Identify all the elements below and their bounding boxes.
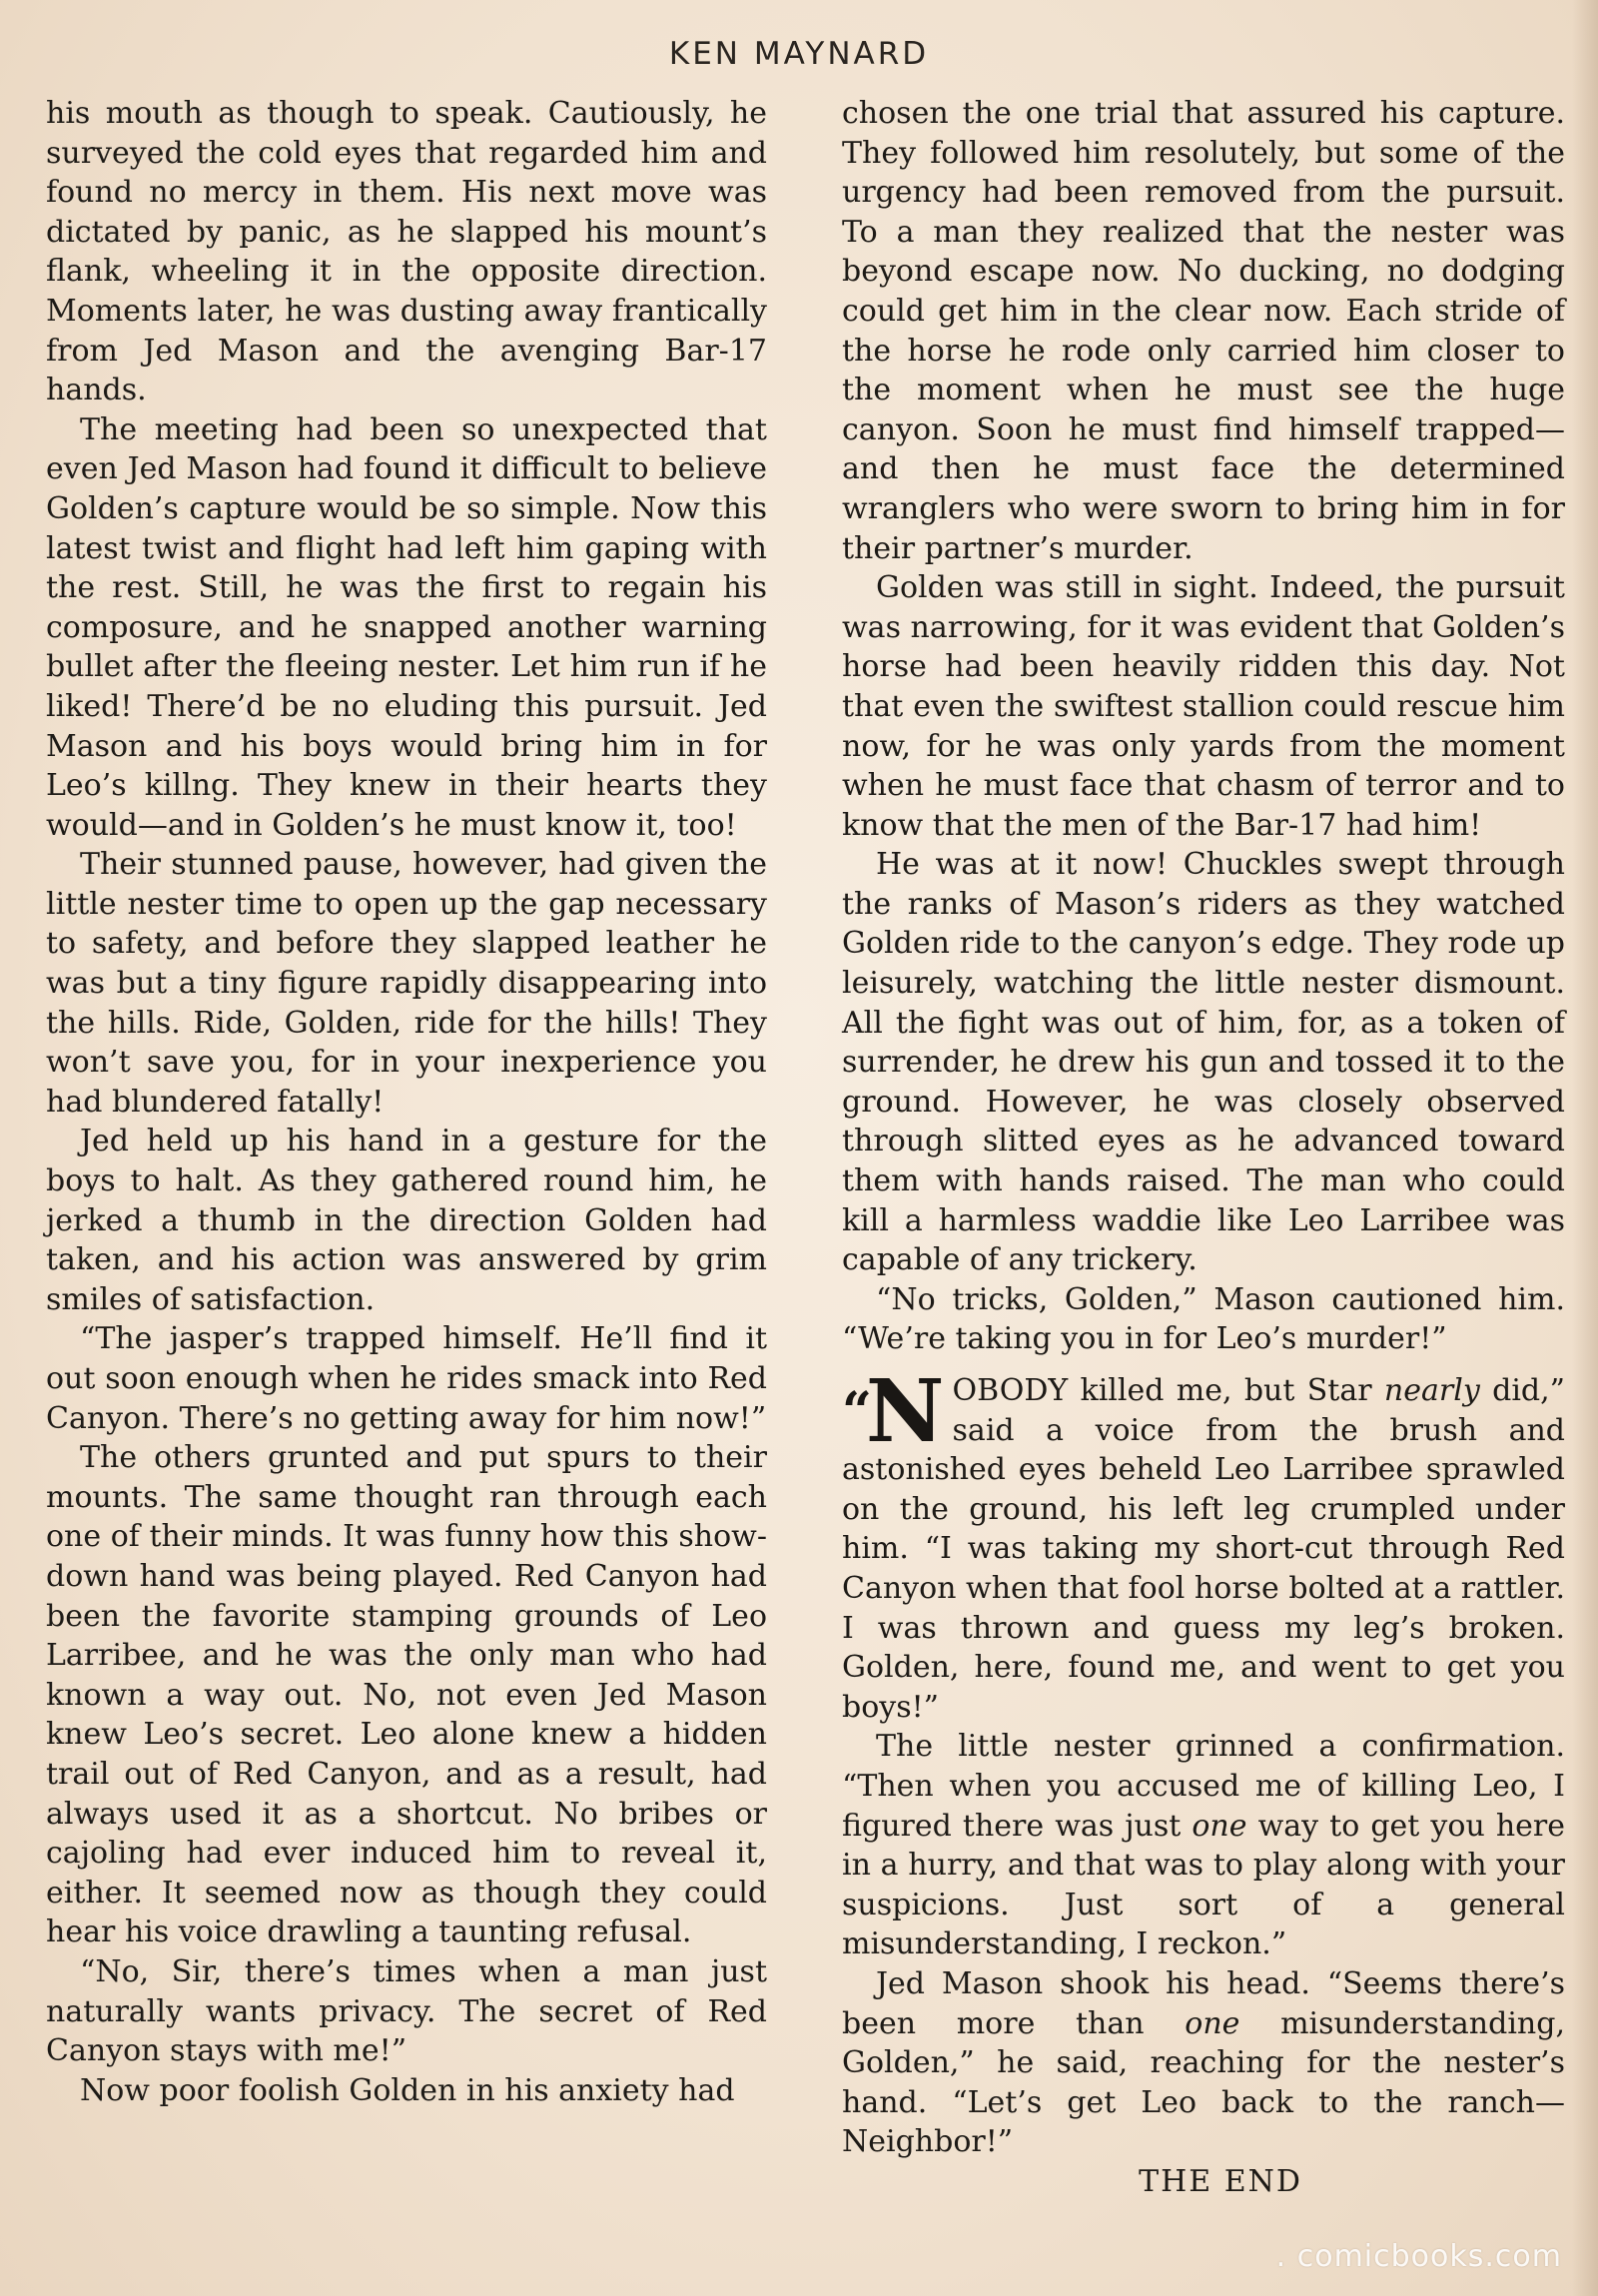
paragraph: The meeting had been so unexpected that even Jed Mason had found it difficult to believe Golden’s capture would be so simple. Now this latest twist and flight had left him gaping with the rest. Still, he was the first to regain his composure, and he snapped another warning bullet after the fleeing nester. Let him run if he liked! There’d be no eluding this pursuit. Jed Mason and his boys would bring him in for Leo’s killng. They knew in their hearts they would—and in Golden’s he must know it, too! — [46, 411, 767, 843]
watermark: . comicbooks.com — [1275, 2239, 1562, 2274]
dropcap-paragraph — [842, 1361, 1565, 1727]
drop-cap-quote: “ — [842, 1381, 866, 1442]
paragraph: chosen the one trial that assured his capture. They followed him resolutely, but some of the urgency had been removed from the pursuit. To a man they realized that the nester was beyond escape now. No ducking, no dodging could get him in the clear now. Each stride of the horse he rode only carried him closer to the moment when he must see the huge canyon. Soon he must find himself trapped—and then he must face the determined wranglers who were sworn to bring him in for their partner’s murder. — [842, 96, 1565, 566]
italic-word: one — [1185, 2005, 1240, 2041]
paragraph: Jed held up his hand in a gesture for the boys to halt. As they gathered round him, he jerked a thumb in the direction Golden had taken, and his action was answered by grim smiles of satisfaction. — [46, 1124, 767, 1317]
dropcap-text-before: OBODY killed me, but Star — [952, 1373, 1384, 1408]
left-column — [46, 94, 767, 2110]
drop-cap-letter: N — [865, 1361, 945, 1462]
paragraph: “No tricks, Golden,” Mason cautioned him. “We’re taking you in for Leo’s murder!” — [842, 1281, 1565, 1357]
paragraph: He was at it now! Chuckles swept through the ranks of Mason’s riders as they watched Golden ride to the canyon’s edge. They rode up leisurely, watching the little nester dismount. All the fight was out of him, for, as a token of surrender, he drew his gun and tossed it to the ground. However, he was closely observed through slitted eyes as he advanced toward them with hands raised. The man who could kill a harmless waddie like Leo Larribee was capable of any trickery. — [842, 847, 1565, 1278]
text-span: The little nester grinned a confirmation. “Then when you accused me of killing Leo, I figured there was just — [842, 1729, 1565, 1844]
drop-cap — [842, 1361, 945, 1462]
text-span: way to get you here in a hurry, and that was to play along with your suspicions. Just sort of a general misunderstanding, I reckon.” — [842, 1808, 1565, 1962]
page-edge-shadow — [1572, 0, 1598, 2296]
page-header: KEN MAYNARD — [668, 36, 930, 72]
italic-word: nearly — [1383, 1373, 1480, 1408]
italic-word: one — [1192, 1808, 1247, 1844]
paragraph: Their stunned pause, however, had given the little nester time to open up the gap necessary to safety, and before they slapped leather he was but a tiny figure rapidly disappearing into the hills. Ride, Golden, ride for the hills! They won’t save you, for in your inexperience you had blundered fatally! — [46, 847, 767, 1120]
paragraph: “The jasper’s trapped himself. He’ll find it out soon enough when he rides smack into Red Canyon. There’s no getting away for him now!” — [46, 1321, 767, 1436]
paragraph — [842, 1727, 1565, 1964]
right-column — [842, 94, 1565, 2201]
paragraph: Golden was still in sight. Indeed, the pursuit was narrowing, for it was evident that Golden’s horse had been heavily ridden this day. Not that even the swiftest stallion could rescue him now, for he was only yards from the moment when he must face that chasm of terror and to know that the men of the Bar-17 had him! — [842, 570, 1565, 843]
text-span: Jed Mason shook his head. “Seems there’s been more than — [842, 1965, 1565, 2041]
paragraph — [842, 1964, 1565, 2162]
paragraph: his mouth as though to speak. Cautiously, he surveyed the cold eyes that regarded him and found no mercy in them. His next move was dictated by panic, as he slapped his mount’s flank, wheeling it in the opposite direction. Moments later, he was dusting away frantically from Jed Mason and the avenging Bar-17 hands. — [46, 96, 767, 408]
text-span: misunderstanding, Golden,” he said, reaching for the nester’s hand. “Let’s get Leo back to the ranch—Neighbor!” — [842, 2005, 1565, 2160]
paragraph: Now poor foolish Golden in his anxiety had — [80, 2072, 735, 2108]
dropcap-text-after: did,” said a voice from the brush and astonished eyes beheld Leo Larribee sprawled on the ground, his left leg crumpled under him. “I was taking my short-cut through Red Canyon when that fool horse bolted at a rattler. I was thrown and guess my leg’s broken. Golden, here, found me, and went to get you boys!” — [842, 1373, 1565, 1725]
the-end-label: THE END — [1139, 2163, 1302, 2199]
paragraph: The others grunted and put spurs to their mounts. The same thought ran through each one of their minds. It was funny how this show-down hand was being played. Red Canyon had been the favorite stamping grounds of Leo Larribee, and he was the only man who had known a way out. No, not even Jed Mason knew Leo’s secret. Leo alone knew a hidden trail out of Red Canyon, and as a result, had always used it as a shortcut. No bribes or cajoling had ever induced him to reveal it, either. It seemed now as though they could hear his voice drawling a taunting refusal. — [46, 1440, 767, 1950]
paragraph: “No, Sir, there’s times when a man just naturally wants privacy. The secret of Red Canyon stays with me!” — [46, 1953, 767, 2069]
